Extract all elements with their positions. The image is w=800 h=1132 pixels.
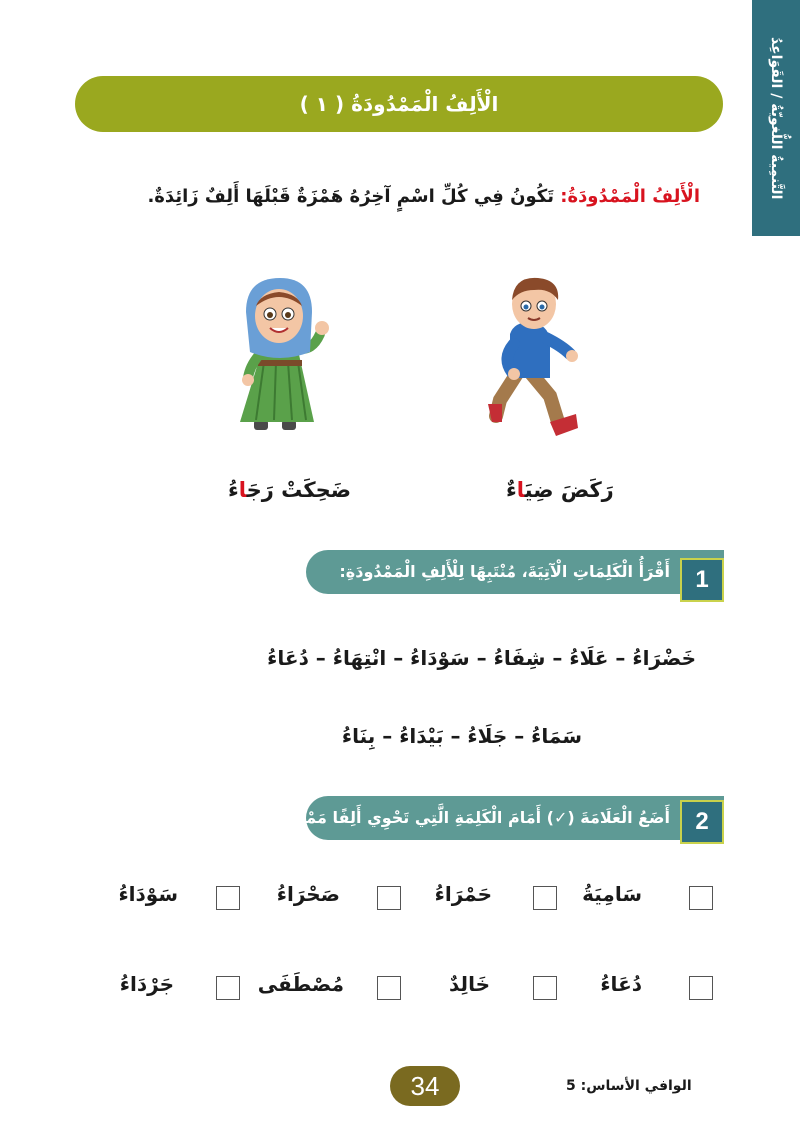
exercise1-instruction: أَقْرَأُ الْكَلِمَاتِ الْآتِيَةَ، مُنْتَبِهًا لِلْأَلِفِ الْمَمْدُودَةِ: — [339, 562, 670, 581]
section-side-tab-label: التَّنمِيةُ اللُّغويّةُ / القَوَاعِدُ — [768, 36, 784, 200]
option-word: جَرْدَاءُ — [119, 972, 174, 996]
rule-text: تَكُونُ فِي كُلِّ اسْمٍ آخِرُهُ هَمْزَةٌ قَبْلَهَا أَلِفٌ زَائِدَةٌ. — [147, 186, 554, 207]
exercise2-instruction: أَضَعُ الْعَلَامَةَ (✓) أَمَامَ الْكَلِمَةِ الَّتِي تَحْوِي أَلِفًا مَمْدُودَةً: — [263, 808, 670, 827]
checkbox-option[interactable] — [689, 886, 713, 910]
girl-caption: ضَحِكَتْ رَجَاءُ — [228, 478, 352, 502]
boy-illustration — [484, 276, 584, 442]
option-word: صَحْرَاءُ — [276, 882, 340, 906]
option-word: حَمْرَاءُ — [434, 882, 492, 906]
lesson-title: الْأَلِفُ الْمَمْدُودَةُ ( ١ ) — [299, 92, 499, 116]
page-number: 34 — [390, 1066, 460, 1106]
option-word: خَالِدٌ — [449, 972, 490, 996]
exercise1-banner — [306, 550, 724, 594]
option-word: سَامِيَةُ — [582, 882, 642, 906]
section-side-tab — [752, 0, 800, 236]
exercise2-number: 2 — [680, 800, 724, 844]
checkbox-option[interactable] — [377, 886, 401, 910]
boy-caption: رَكَضَ ضِيَاءٌ — [506, 478, 614, 502]
exercise2-banner — [263, 796, 724, 840]
checkbox-option[interactable] — [377, 976, 401, 1000]
checkbox-option[interactable] — [216, 976, 240, 1000]
option-word: دُعَاءُ — [600, 972, 642, 996]
checkbox-option[interactable] — [689, 976, 713, 1000]
checkbox-option[interactable] — [533, 976, 557, 1000]
rule-term: الْأَلِفُ الْمَمْدُودَةُ: — [560, 186, 700, 207]
exercise1-words-row2: سَمَاءُ – جَلَاءُ – بَيْدَاءُ – بِنَاءُ — [341, 724, 582, 748]
lesson-title-banner — [75, 76, 723, 132]
option-word: سَوْدَاءُ — [118, 882, 178, 906]
checkbox-option[interactable] — [533, 886, 557, 910]
exercise1-words-row1: خَضْرَاءُ – عَلَاءُ – شِفَاءُ – سَوْدَاءُ – انْتِهَاءُ – دُعَاءُ — [267, 646, 696, 670]
checkbox-option[interactable] — [216, 886, 240, 910]
option-word: مُصْطَفَى — [257, 972, 344, 996]
book-footer: الوافي الأساس: 5 — [566, 1078, 692, 1094]
rule-definition — [147, 186, 700, 207]
exercise1-number: 1 — [680, 558, 724, 602]
girl-illustration — [226, 272, 336, 440]
